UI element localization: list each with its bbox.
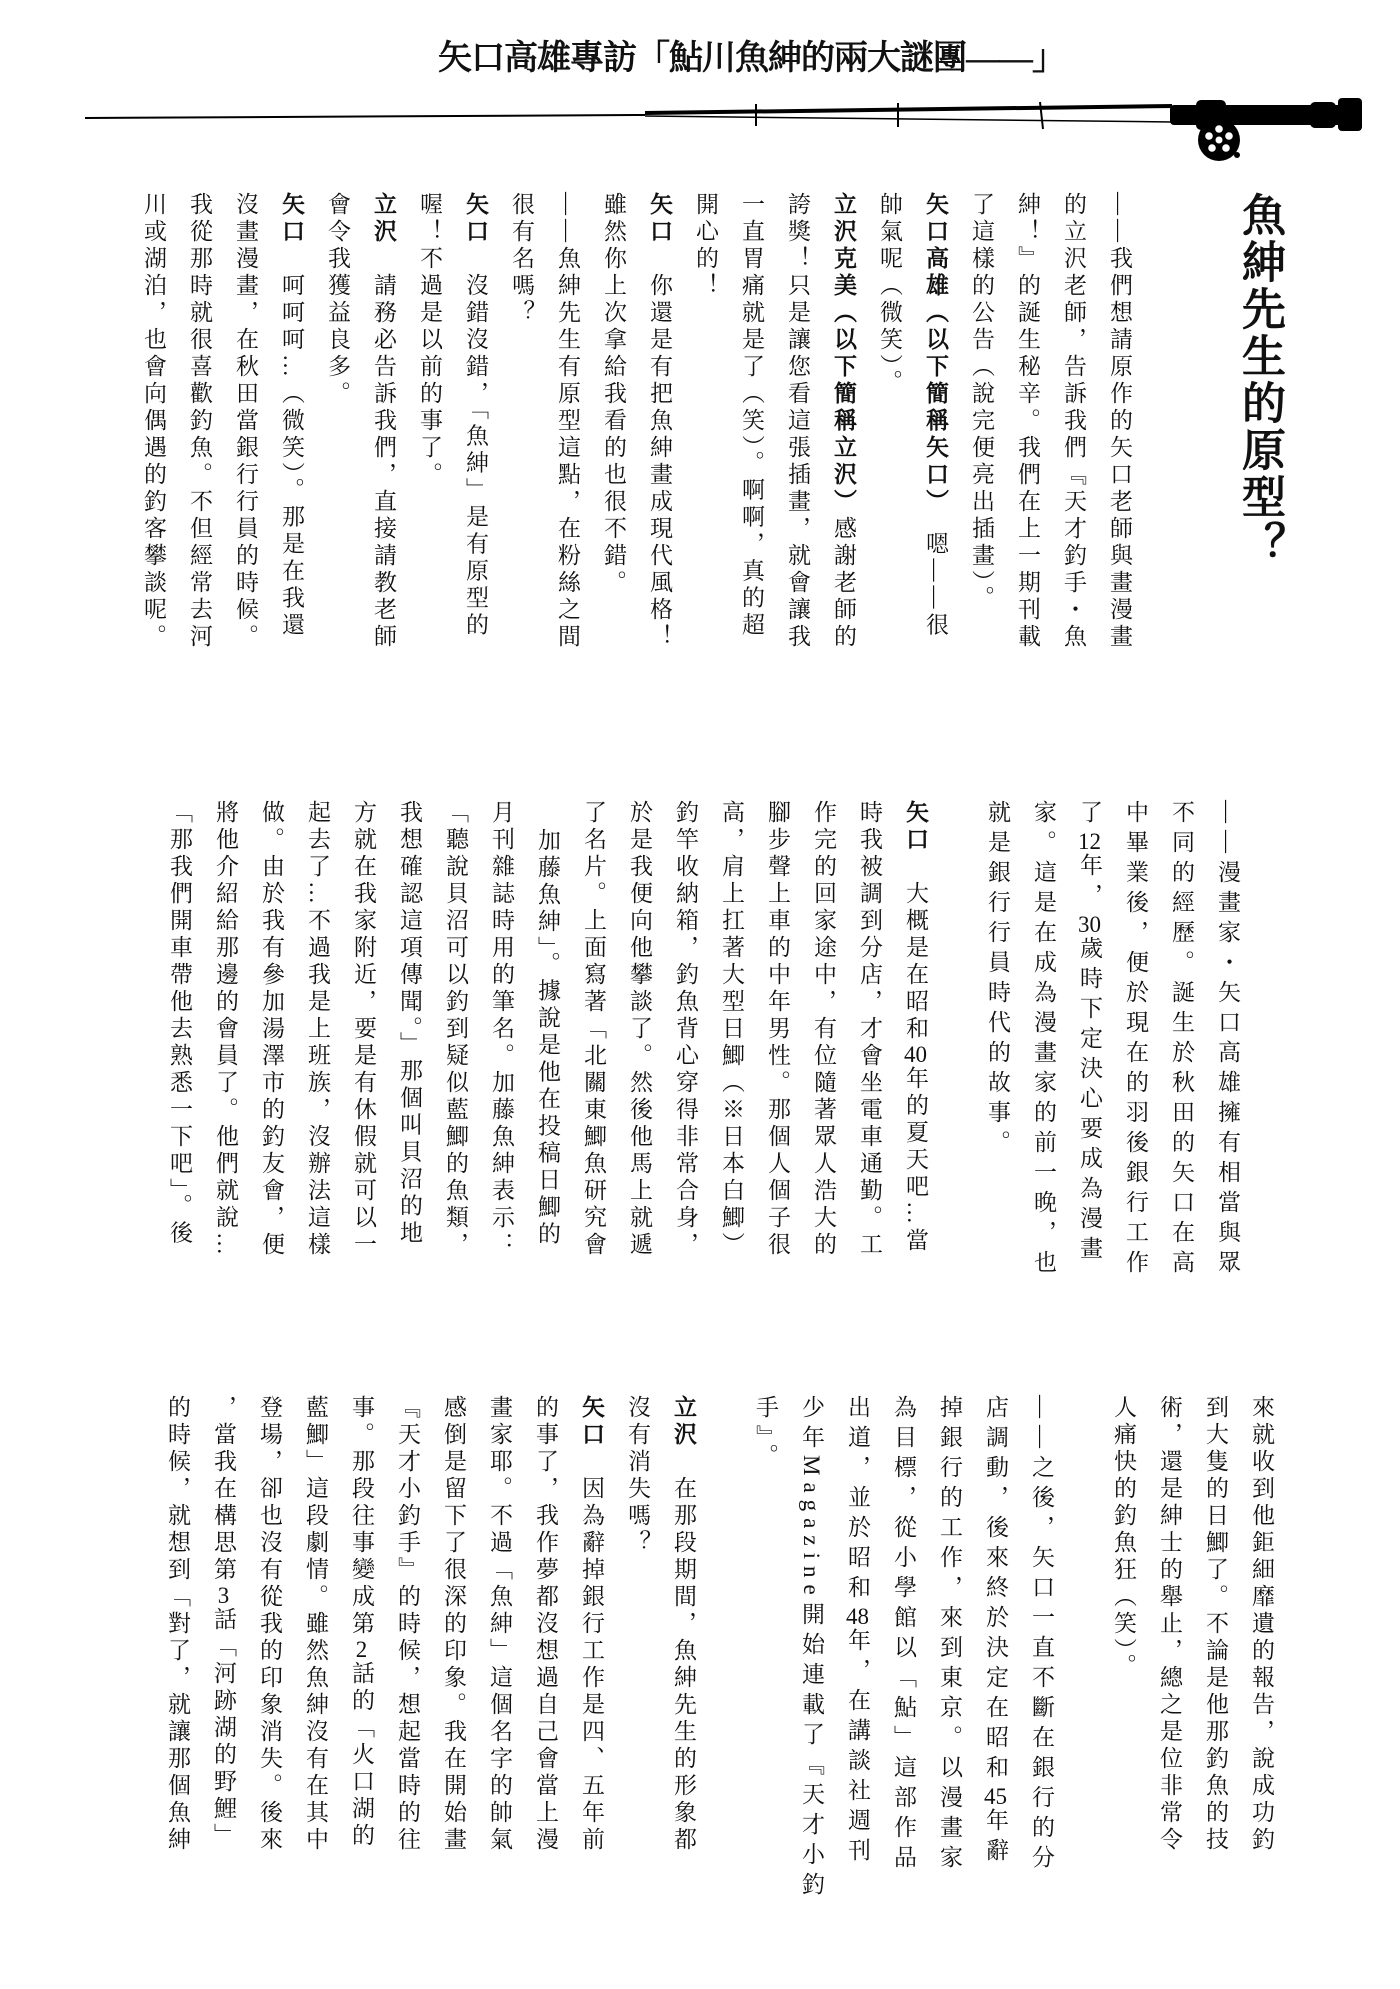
text-column: 帥氣呢（微笑）。	[877, 192, 902, 397]
dialogue-block	[156, 800, 938, 1305]
text-column: 作完的回家途中，有位隨著眾人浩大的	[811, 800, 836, 1259]
text-column: 立沢 在那段期間，魚紳先生的形象都	[671, 1395, 696, 1854]
section-heading-text: 魚紳先生的原型？	[1235, 192, 1284, 568]
horizontal-in-vertical-number: 40	[904, 1043, 927, 1066]
text-column: 月刊雜誌時用的筆名。加藤魚紳表示：	[489, 800, 514, 1259]
speaker-name: 矢口	[903, 800, 928, 854]
text-column: 釣竿收納箱，釣魚背心穿得非常合身，	[673, 800, 698, 1259]
text-column: 事。那段往事變成第2話的「火口湖的	[349, 1395, 374, 1850]
text-column: 誇獎！只是讓您看這張插畫，就會讓我	[785, 192, 810, 651]
text-column: 立沢克美（以下簡稱立沢）感謝老師的	[831, 192, 856, 651]
text-column: 藍鯽」這段劇情。雖然魚紳沒有在其中	[303, 1395, 328, 1854]
text-column: 矢口 沒錯沒錯，「魚紳」是有原型的	[463, 192, 488, 640]
speaker-name: 矢口	[463, 192, 488, 246]
section-heading	[1230, 192, 1288, 697]
text-column: 時我被調到分店，才會坐電車通勤。工	[857, 800, 882, 1259]
text-column: 矢口高雄（以下簡稱矢口） 嗯——很	[923, 192, 948, 640]
speaker-name: 矢口	[579, 1395, 604, 1449]
narration-block	[742, 1395, 1064, 1900]
text-column: 我從那時就很喜歡釣魚。不但經常去河	[187, 192, 212, 651]
text-column: 來就收到他鉅細靡遺的報告，說成功釣	[1249, 1395, 1274, 1854]
speaker-name: 立沢	[671, 1395, 696, 1449]
text-column: 的時候，就想到「對了，就讓那個魚紳	[165, 1395, 190, 1854]
speaker-name: 立沢克美（以下簡稱立沢）	[831, 192, 856, 516]
horizontal-in-vertical-number: 3	[217, 1584, 230, 1607]
text-column: 了名片。上面寫著「北關東鯽魚研究會	[581, 800, 606, 1259]
text-column: 沒畫漫畫，在秋田當銀行行員的時候。	[233, 192, 258, 651]
text-column: 矢口 因為辭掉銀行工作是四、五年前	[579, 1395, 604, 1854]
text-column: 術，還是紳士的舉止，總之是位非常令	[1157, 1395, 1182, 1854]
text-column: 一直胃痛就是了（笑）。啊啊，真的超	[739, 192, 764, 640]
horizontal-in-vertical-number: 48	[846, 1605, 869, 1628]
text-column: ——魚紳先生有原型這點，在粉絲之間	[555, 192, 580, 651]
text-column: 的事了，我作夢都沒想過自己會當上漫	[533, 1395, 558, 1854]
text-column: 『天才小釣手』的時候，想起當時的往	[395, 1395, 420, 1854]
text-column: 我想確認這項傳聞。」那個叫貝沼的地	[397, 800, 422, 1248]
text-column: ——漫畫家・矢口高雄擁有相當與眾	[1215, 800, 1240, 1280]
text-column: 畫家耶。不過「魚紳」這個名字的帥氣	[487, 1395, 512, 1854]
text-column: 的立沢老師，告訴我們『天才釣手・魚	[1061, 192, 1086, 651]
text-column: 「那我們開車帶他去熟悉一下吧」。後	[167, 800, 192, 1248]
text-column: 矢口 大概是在昭和40年的夏天吧…當	[903, 800, 928, 1255]
text-column: 矢口 你還是有把魚紳畫成現代風格！	[647, 192, 672, 651]
horizontal-in-vertical-number: 30	[1078, 913, 1101, 936]
text-column: 出道，並於昭和48年，在講談社週刊	[845, 1395, 870, 1868]
speaker-name: 矢口高雄（以下簡稱矢口）	[923, 192, 948, 505]
text-column: 起去了…不過我是上班族，沒辦法這樣	[305, 800, 330, 1259]
dialogue-block	[1100, 1395, 1284, 1900]
text-column: 川或湖泊，也會向偶遇的釣客攀談呢。	[141, 192, 166, 651]
text-column: 會令我獲益良多。	[325, 192, 350, 408]
text-column: 將他介紹給那邊的會員了。他們就說…	[213, 800, 238, 1259]
text-column: 家。這是在成為漫畫家的前一晚，也	[1031, 800, 1056, 1280]
text-column: ——我們想請原作的矢口老師與畫漫畫	[1107, 192, 1132, 651]
text-column: 於是我便向他攀談了。然後他馬上就遞	[627, 800, 652, 1259]
text-column: 登場，卻也沒有從我的印象消失。後來	[257, 1395, 282, 1854]
horizontal-in-vertical-number: 45	[984, 1785, 1007, 1808]
text-column: 沒有消失嗎？	[625, 1395, 650, 1557]
text-column: 人痛快的釣魚狂（笑）。	[1111, 1395, 1136, 1681]
text-column: 掉銀行的工作，來到東京。以漫畫家	[937, 1395, 962, 1875]
text-column: 店調動，後來終於決定在昭和45年辭	[983, 1395, 1008, 1868]
text-column: 手』。	[753, 1395, 778, 1474]
speaker-name: 矢口	[279, 192, 304, 246]
text-column: 不同的經歷。誕生於秋田的矢口在高	[1169, 800, 1194, 1280]
text-column: 就是銀行行員時代的故事。	[985, 800, 1010, 1160]
text-column: 高，肩上扛著大型日鯽（※日本白鯽）	[719, 800, 744, 1259]
text-column: 「聽說貝沼可以釣到疑似藍鯽的魚類，	[443, 800, 468, 1259]
interview-section-debut	[154, 1395, 1284, 1900]
text-column: 少年Magazine開始連載了『天才小釣	[799, 1395, 824, 1902]
text-column: 雖然你上次拿給我看的也很不錯。	[601, 192, 626, 597]
speaker-name: 立沢	[371, 192, 396, 246]
text-column: 為目標，從小學館以「鮎」這部作品	[891, 1395, 916, 1875]
text-column: 感倒是留下了很深的印象。我在開始畫	[441, 1395, 466, 1854]
horizontal-in-vertical-number: 12	[1078, 830, 1101, 853]
text-column: 了這樣的公告（說完便亮出插畫）。	[969, 192, 994, 613]
text-column: 到大隻的日鯽了。不論是他那釣魚的技	[1203, 1395, 1228, 1854]
speaker-name: 矢口	[647, 192, 672, 246]
text-column: ，當我在構思第3話「河跡湖的野鯉」	[211, 1395, 236, 1850]
text-column: 喔！不過是以前的事了。	[417, 192, 442, 489]
text-column: 中畢業後，便於現在的羽後銀行工作	[1123, 800, 1148, 1280]
text-column: 開心的！	[693, 192, 718, 300]
interview-section-origin	[130, 192, 1288, 697]
text-column: 做。由於我有參加湯澤市的釣友會，便	[259, 800, 284, 1259]
text-column: 紳！』的誕生秘辛。我們在上一期刊載	[1015, 192, 1040, 651]
fishing-rod-icon	[0, 72, 1400, 164]
page-title: 矢口高雄專訪「鮎川魚紳的兩大謎團——」	[438, 40, 1065, 77]
narration-block	[974, 800, 1250, 1305]
text-column: 方就在我家附近，要是有休假就可以一	[351, 800, 376, 1259]
dialogue-block	[154, 1395, 706, 1900]
horizontal-in-vertical-number: 2	[355, 1638, 368, 1661]
dialogue-block	[130, 192, 1142, 697]
text-column: ——之後，矢口一直不斷在銀行的分	[1029, 1395, 1054, 1875]
text-column: 很有名嗎？	[509, 192, 534, 327]
text-column: 加藤魚紳」。據說是他在投稿日鯽的	[535, 828, 560, 1249]
text-column: 腳步聲上車的中年男性。那個人個子很	[765, 800, 790, 1259]
interview-section-banker-era	[156, 800, 1250, 1305]
text-column: 了12年，30歲時下定決心要成為漫畫	[1077, 800, 1102, 1266]
text-column: 立沢 請務必告訴我們，直接請教老師	[371, 192, 396, 651]
text-column: 矢口 呵呵呵…（微笑）。那是在我還	[279, 192, 304, 640]
